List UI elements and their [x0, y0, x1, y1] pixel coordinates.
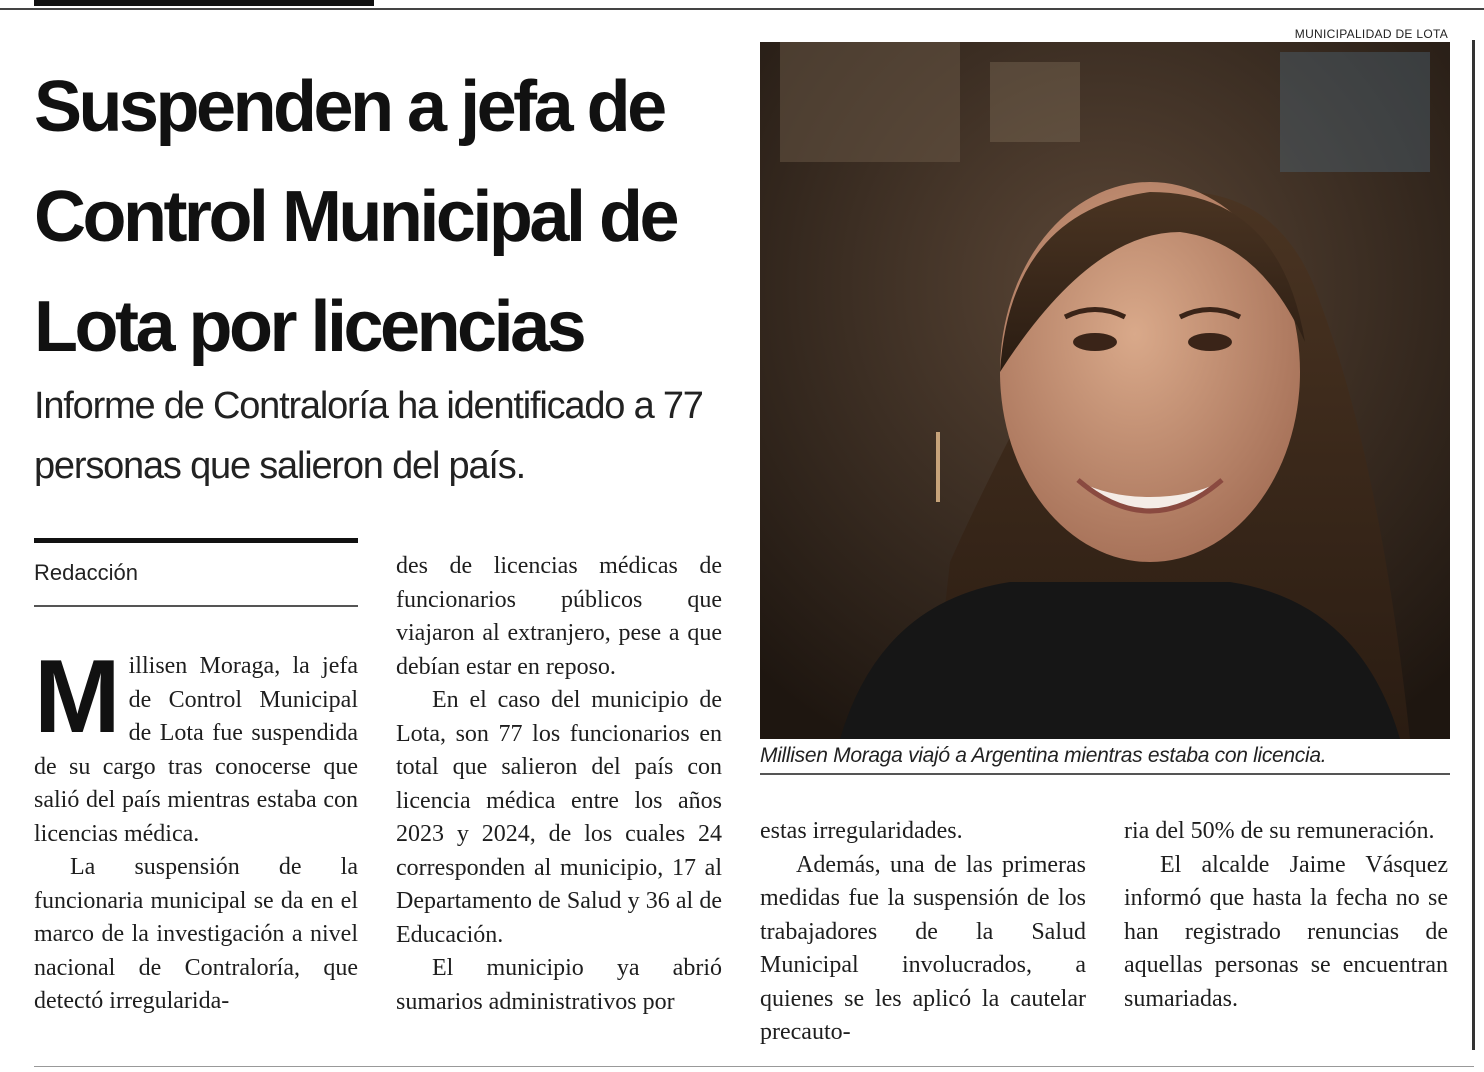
caption-rule [760, 773, 1450, 775]
byline: Redacción [34, 560, 138, 585]
drop-cap: M [34, 639, 117, 755]
paragraph: ria del 50% de su remuneración. [1124, 818, 1435, 844]
portrait-photo [760, 42, 1450, 739]
byline-bottom-rule [34, 605, 358, 607]
portrait-illustration [760, 42, 1450, 739]
paragraph: En el caso del municipio de Lota, son 77 los funcionarios en total que salieron del país con licencia médica entre los años 2023 y 2024, de los cuales 24 corresponden al municipio, 17 al Departamento de Salud y 36 al de Educación. [396, 687, 722, 948]
headline: Suspenden a jefa de Control Municipal de Lota por licencias [34, 67, 676, 367]
paragraph: Además, una de las primeras medidas fue la suspensión de los trabajadores de la Salud Municipal involucrados, a quienes se les aplicó la cautelar precauto- [760, 851, 1086, 1045]
right-edge-rule [1472, 40, 1475, 1050]
article-column-3 [760, 815, 1086, 1050]
article-column-1 [34, 639, 358, 1019]
bottom-rule [34, 1066, 1474, 1067]
article-column-2 [396, 550, 722, 1019]
paragraph: El alcalde Jaime Vásquez informó que hasta la fecha no se han registrado renuncias de aquellas personas se encuentran sumariadas. [1124, 851, 1448, 1012]
photo-caption: Millisen Moraga viajó a Argentina mientras estaba con licencia. [760, 744, 1327, 767]
paragraph: El municipio ya abrió sumarios administrativos por [396, 955, 722, 1015]
top-border [0, 0, 1484, 10]
paragraph: estas irregularidades. [760, 818, 963, 844]
article-column-4 [1124, 815, 1448, 1016]
subheadline: Informe de Contraloría ha identificado a 77 personas que salieron del país. [34, 385, 703, 487]
byline-top-rule [34, 538, 358, 543]
paragraph: La suspensión de la funcionaria municipal se da en el marco de la investigación a nivel nacional de Contraloría, que detectó irregularida- [34, 854, 358, 1014]
paragraph-text: illisen Moraga, la jefa de Control Municipal de Lota fue suspendida de su cargo tras conocerse que salió del país mientras estaba con licencias médica. [34, 653, 358, 847]
photo-credit: MUNICIPALIDAD DE LOTA [1294, 27, 1448, 41]
section-tab-bar [34, 0, 374, 6]
paragraph [34, 639, 358, 851]
paragraph: des de licencias médicas de funcionarios públicos que viajaron al extranjero, pese a que debían estar en reposo. [396, 553, 722, 680]
